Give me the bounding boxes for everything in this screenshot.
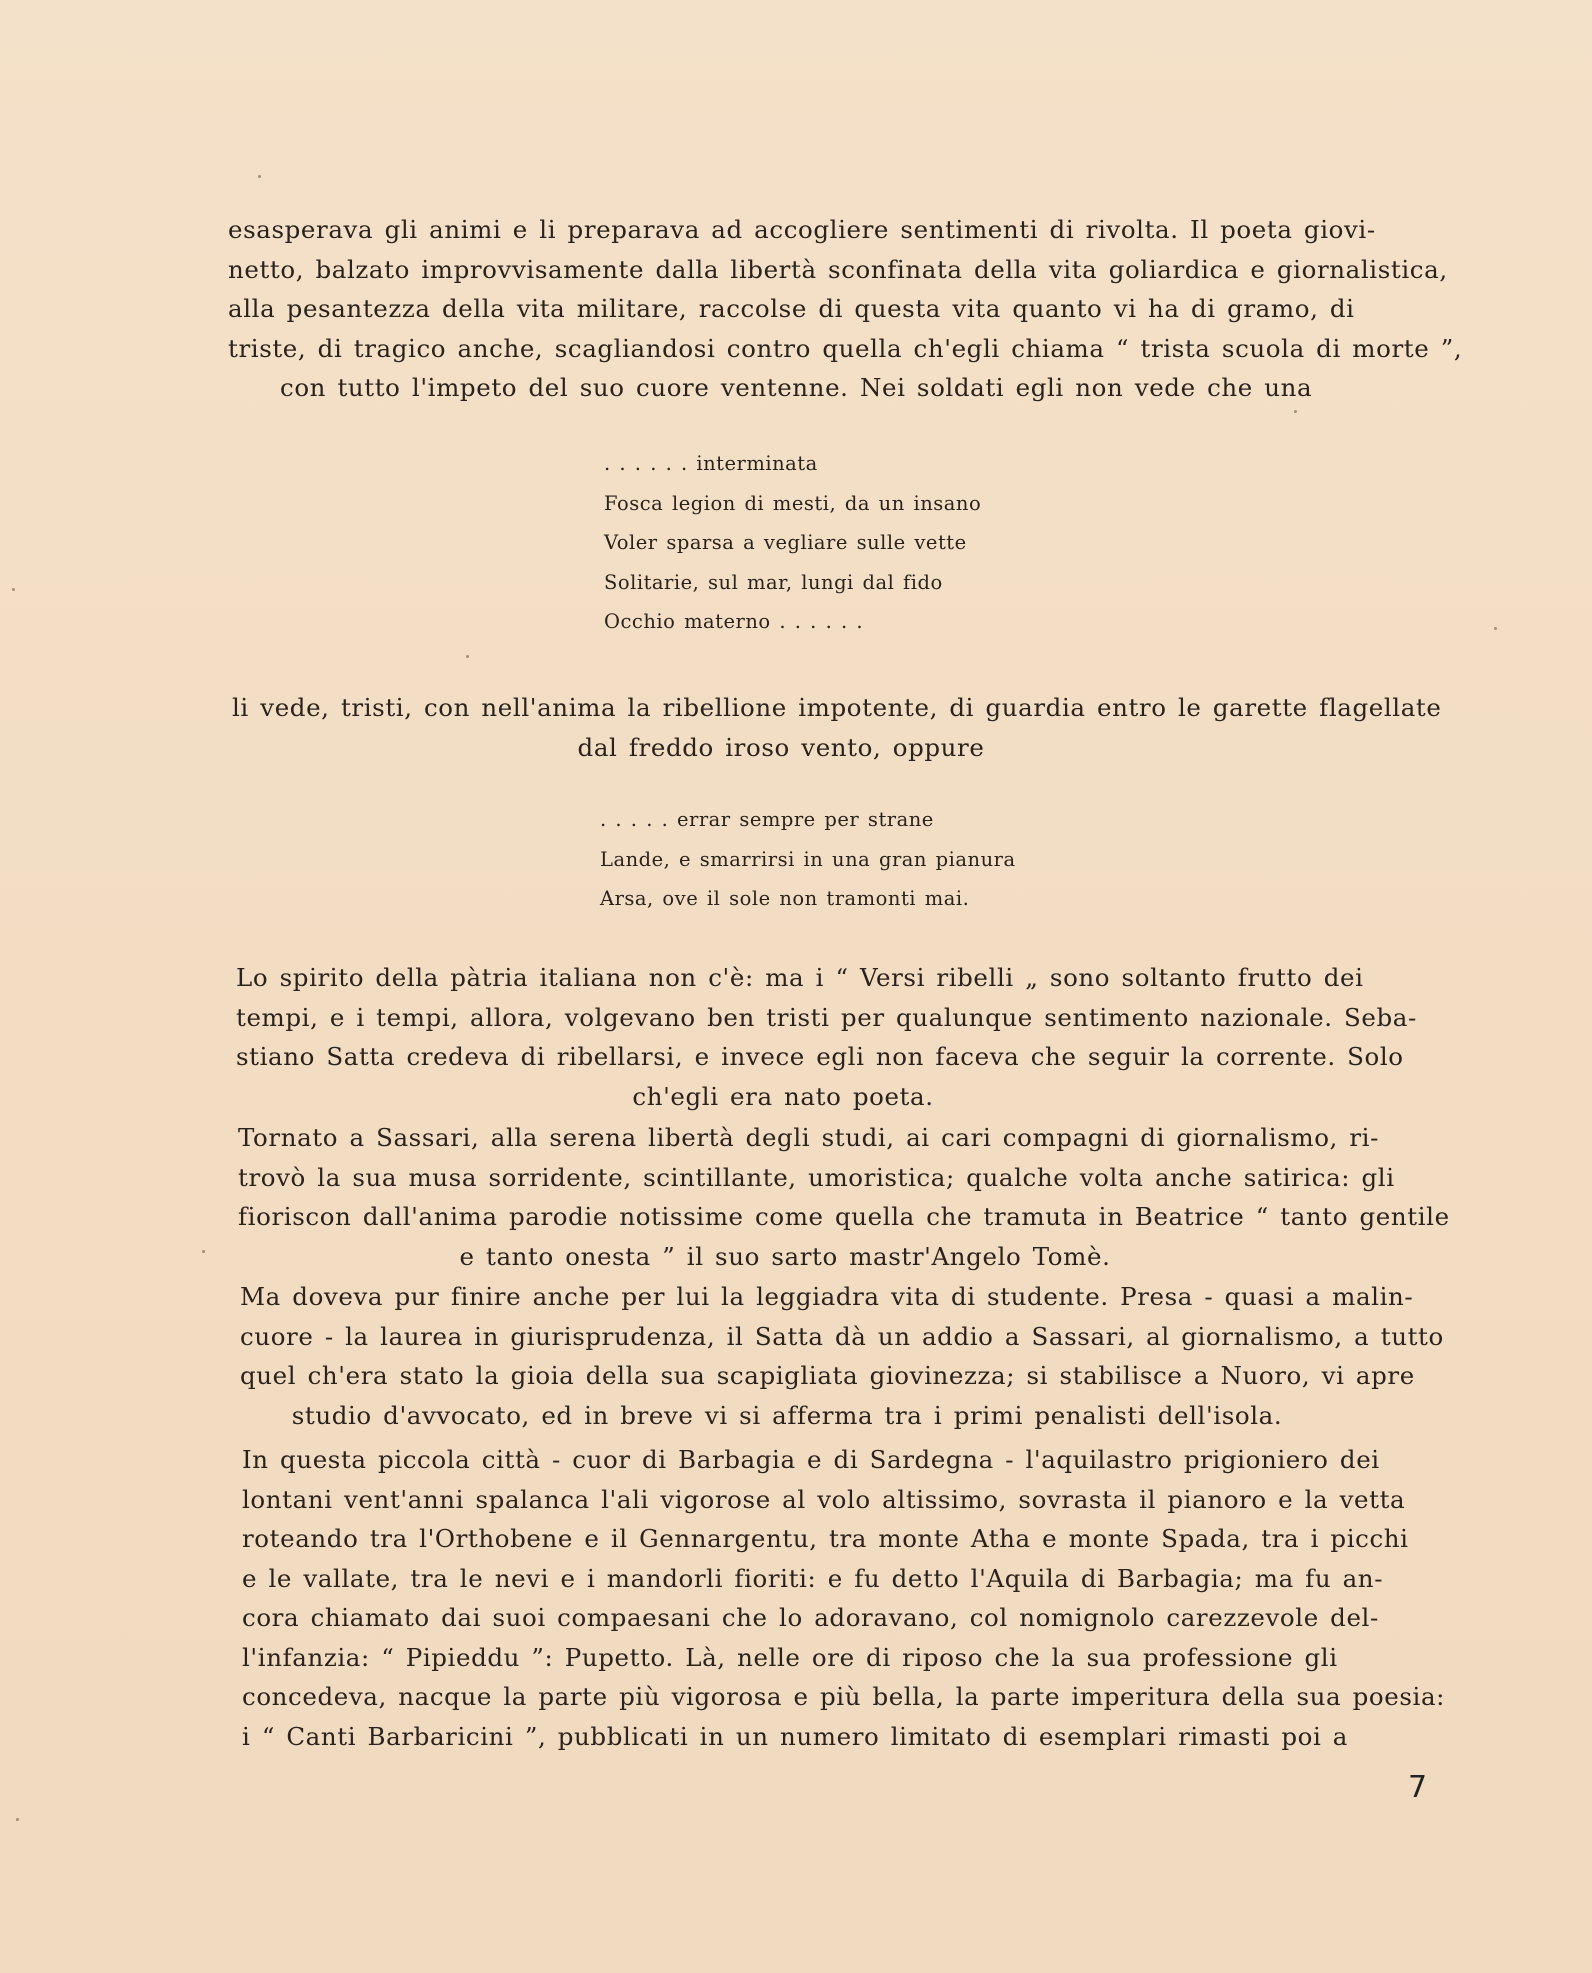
text-line: roteando tra l'Orthobene e il Gennargentu, tra monte Atha e monte Spada, tra i picchi	[242, 1524, 1409, 1553]
page-number: 7	[1408, 1770, 1428, 1805]
verse-quote-1	[604, 444, 981, 642]
text-line: tempi, e i tempi, allora, volgevano ben tristi per qualunque sentimento nazionale. Seba-	[236, 1002, 1417, 1032]
text-line: e tanto onesta ” il suo sarto mastr'Angelo Tomè.	[459, 1241, 1111, 1271]
paper-speck	[466, 655, 469, 658]
text-line: trovò la sua musa sorridente, scintillante, umoristica; qualche volta anche satirica: gli	[238, 1162, 1395, 1192]
text-line: triste, di tragico anche, scagliandosi contro quella ch'egli chiama “ trista scuola di morte ”,	[228, 333, 1463, 363]
text-line: Ma doveva pur finire anche per lui la leggiadra vita di studente. Presa - quasi a malin-	[240, 1282, 1414, 1311]
text-line: fioriscon dall'anima parodie notissime come quella che tramuta in Beatrice “ tanto gentile	[238, 1202, 1450, 1231]
paragraph-4	[238, 1118, 1450, 1276]
paper-speck	[202, 1250, 205, 1253]
paragraph-2	[232, 688, 1442, 767]
text-line: con tutto l'impeto del suo cuore ventenne. Nei soldati egli non vede che una	[280, 373, 1313, 402]
verse-line: Occhio materno . . . . . .	[604, 610, 864, 633]
paper-speck	[258, 175, 261, 178]
paragraph-1	[228, 210, 1463, 408]
paragraph-5	[240, 1277, 1444, 1435]
text-line: cora chiamato dai suoi compaesani che lo adoravano, col nomignolo carezzevole del-	[242, 1603, 1379, 1632]
text-line: i “ Canti Barbaricini ”, pubblicati in un numero limitato di esemplari rimasti poi a	[242, 1721, 1348, 1751]
text-line: esasperava gli animi e li preparava ad accogliere sentimenti di rivolta. Il poeta giovi-	[228, 215, 1376, 244]
verse-line: Lande, e smarrirsi in una gran pianura	[600, 847, 1016, 871]
text-line: netto, balzato improvvisamente dalla libertà sconfinata della vita goliardica e giornalistica,	[228, 254, 1448, 284]
text-line: cuore - la laurea in giurisprudenza, il Satta dà un addio a Sassari, al giornalismo, a tutto	[240, 1321, 1444, 1351]
text-line: Tornato a Sassari, alla serena libertà degli studi, ai cari compagni di giornalismo, ri-	[238, 1123, 1379, 1152]
verse-quote-2	[600, 800, 1016, 919]
paper-speck	[16, 1818, 19, 1821]
verse-line: . . . . . . interminata	[604, 452, 818, 475]
verse-line: Fosca legion di mesti, da un insano	[604, 491, 982, 515]
verse-line: Arsa, ove il sole non tramonti mai.	[600, 887, 970, 910]
text-line: quel ch'era stato la gioia della sua scapigliata giovinezza; si stabilisce a Nuoro, vi apre	[240, 1361, 1415, 1390]
text-line: concedeva, nacque la parte più vigorosa e più bella, la parte imperitura della sua poesia:	[242, 1682, 1446, 1711]
text-line: In questa piccola città - cuor di Barbagia e di Sardegna - l'aquilastro prigioniero dei	[242, 1445, 1380, 1474]
text-line: Lo spirito della pàtria italiana non c'è: ma i “ Versi ribelli „ sono soltanto frutto dei	[236, 963, 1364, 992]
text-line: l'infanzia: “ Pipieddu ”: Pupetto. Là, nelle ore di riposo che la sua professione gli	[242, 1642, 1338, 1672]
text-line: e le vallate, tra le nevi e i mandorli fioriti: e fu detto l'Aquila di Barbagia; ma fu an-	[242, 1563, 1384, 1593]
verse-line: Voler sparsa a vegliare sulle vette	[604, 531, 967, 554]
paragraph-6	[242, 1440, 1446, 1756]
text-line: ch'egli era nato poeta.	[632, 1081, 934, 1111]
paper-speck	[1494, 627, 1497, 630]
paper-speck	[1294, 410, 1297, 413]
text-line: dal freddo iroso vento, oppure	[577, 732, 985, 762]
paper-speck	[12, 588, 15, 591]
text-line: lontani vent'anni spalanca l'ali vigorose al volo altissimo, sovrasta il pianoro e la vetta	[242, 1484, 1406, 1514]
text-line: stiano Satta credeva di ribellarsi, e invece egli non faceva che seguir la corrente. Solo	[236, 1042, 1404, 1071]
text-line: studio d'avvocato, ed in breve vi si afferma tra i primi penalisti dell'isola.	[291, 1400, 1283, 1430]
text-line: alla pesantezza della vita militare, raccolse di questa vita quanto vi ha di gramo, di	[228, 294, 1355, 323]
verse-line: . . . . . errar sempre per strane	[600, 808, 934, 831]
verse-line: Solitarie, sul mar, lungi dal fido	[604, 570, 943, 594]
paragraph-3	[236, 958, 1417, 1116]
text-line: li vede, tristi, con nell'anima la ribellione impotente, di guardia entro le garette flagellate	[232, 693, 1442, 722]
